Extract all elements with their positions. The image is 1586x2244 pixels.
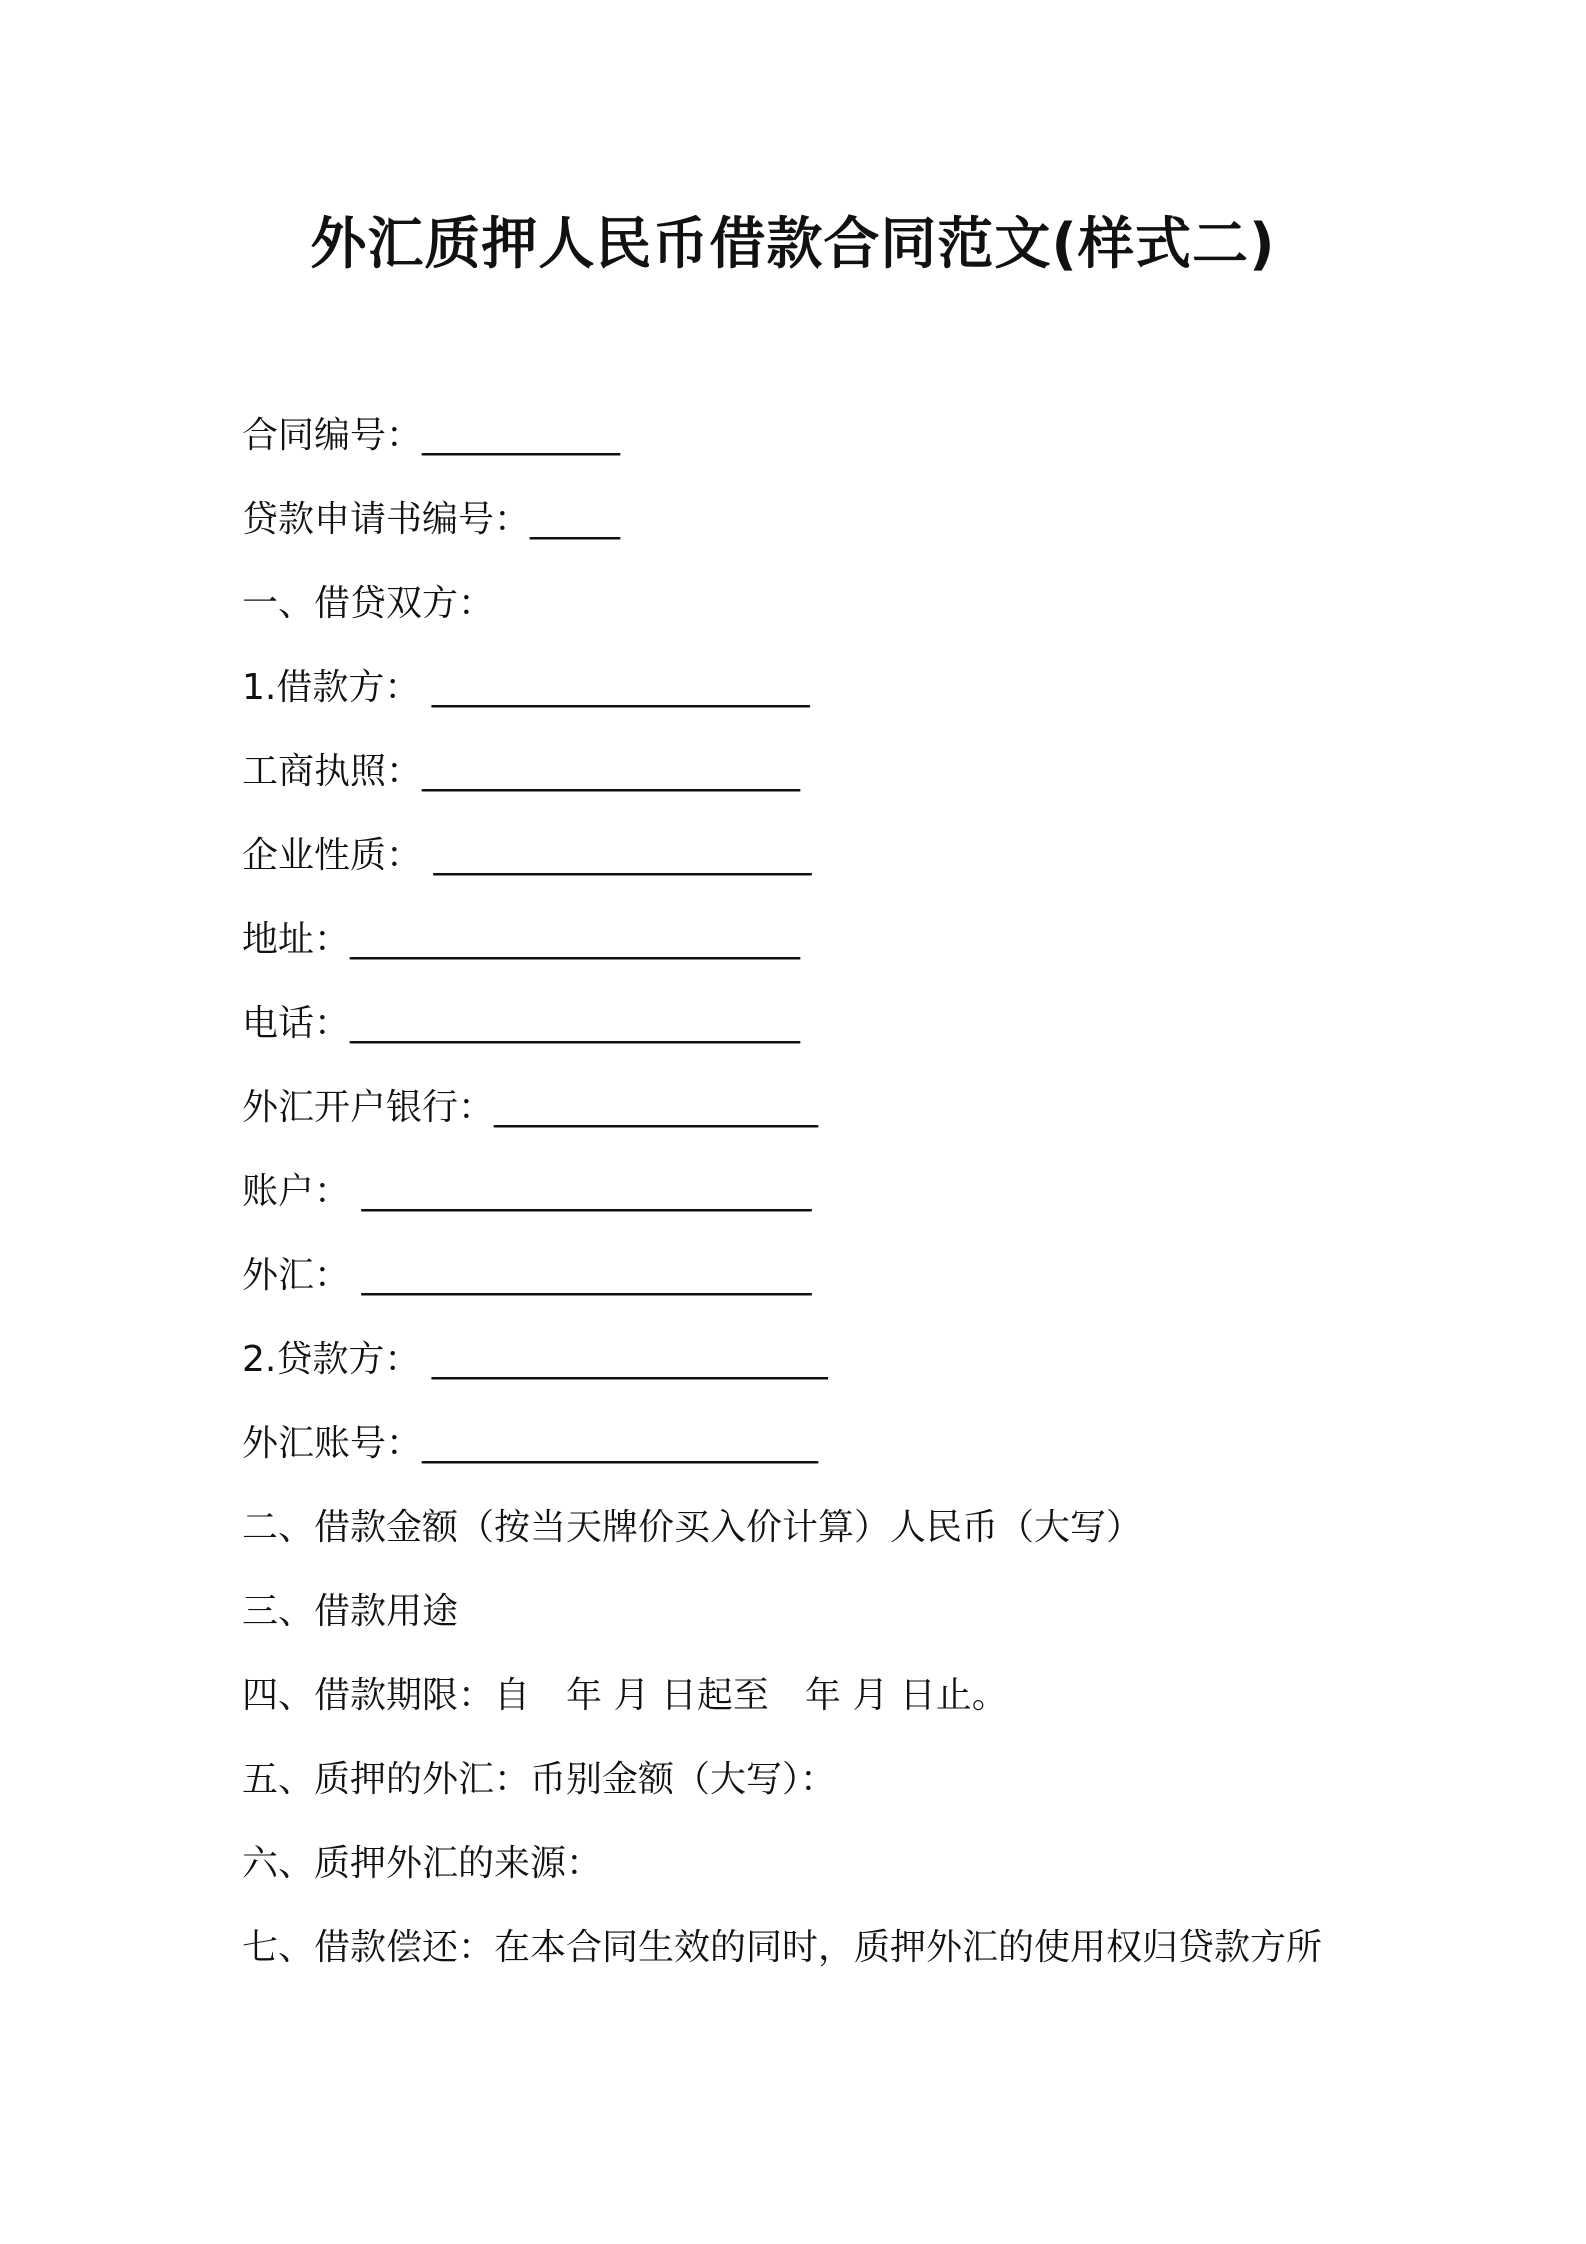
fx-bank-line: 外汇开户银行：__________________ <box>242 1087 819 1128</box>
section-4-term: 四、借款期限：自 年 月 日起至 年 月 日止。 <box>242 1675 1008 1716</box>
section-5-pledged-fx: 五、质押的外汇：币别金额（大写）： <box>242 1759 837 1800</box>
phone-line: 电话：_________________________ <box>242 1003 801 1044</box>
address-line: 地址：_________________________ <box>242 919 801 960</box>
account-line: 账户： _________________________ <box>242 1171 812 1212</box>
fx-account-line: 外汇账号：______________________ <box>242 1423 819 1464</box>
business-license-line: 工商执照：_____________________ <box>242 751 801 792</box>
section-7-repayment: 七、借款偿还：在本合同生效的同时，质押外汇的使用权归贷款方所 <box>242 1927 1323 1968</box>
contract-body <box>242 404 1422 2000</box>
section-3-purpose: 三、借款用途 <box>242 1591 459 1632</box>
contract-number-line: 合同编号：___________ <box>242 415 621 456</box>
section-1-heading: 一、借贷双方： <box>242 583 495 624</box>
enterprise-type-line: 企业性质： _____________________ <box>242 835 812 876</box>
application-number-line: 贷款申请书编号：_____ <box>242 499 621 540</box>
document-title: 外汇质押人民币借款合同范文(样式二) <box>310 212 1276 277</box>
fx-line: 外汇： _________________________ <box>242 1255 812 1296</box>
section-2-amount: 二、借款金额（按当天牌价买入价计算）人民币（大写） <box>242 1507 1143 1548</box>
lender-line: 2.贷款方： ______________________ <box>242 1339 828 1380</box>
section-6-fx-source: 六、质押外汇的来源： <box>242 1843 603 1884</box>
borrower-line: 1.借款方： _____________________ <box>242 667 810 708</box>
